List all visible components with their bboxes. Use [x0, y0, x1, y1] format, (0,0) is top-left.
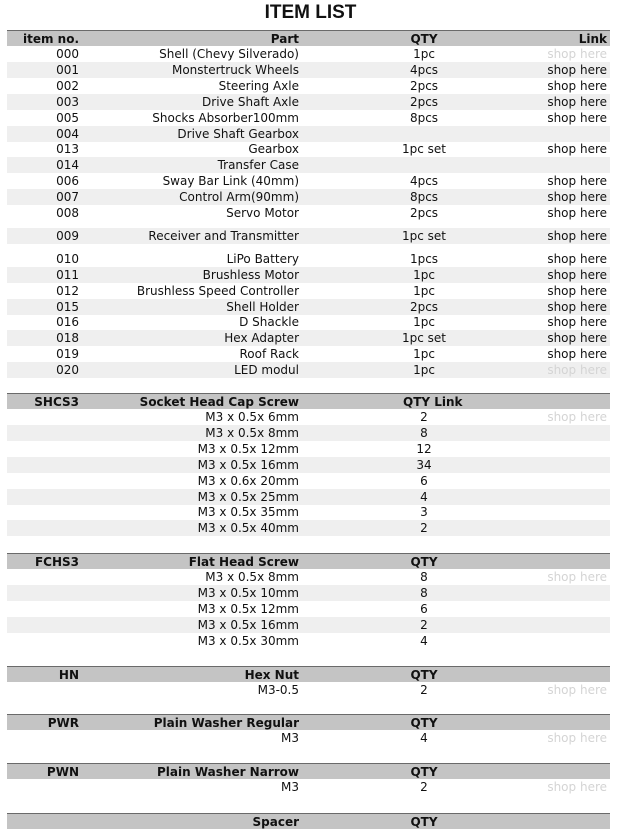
header-qty-link: QTY Link: [403, 395, 463, 409]
quantity: 2: [420, 521, 428, 536]
part-name: Control Arm(90mm): [179, 190, 299, 205]
quantity: 2: [420, 780, 428, 794]
shop-link[interactable]: shop here: [547, 142, 607, 157]
part-name: Hex Adapter: [224, 331, 299, 346]
shop-link[interactable]: shop here: [547, 731, 607, 745]
shop-link[interactable]: shop here: [547, 347, 607, 362]
shop-link[interactable]: shop here: [547, 683, 607, 697]
header-qty: QTY: [410, 555, 438, 569]
table-row: [7, 633, 610, 649]
part-name: Monstertruck Wheels: [171, 62, 299, 77]
section-header: [7, 813, 610, 829]
shop-link[interactable]: shop here: [547, 410, 607, 424]
part-name: LiPo Battery: [226, 251, 299, 266]
header-item-no: SHCS3: [34, 395, 79, 409]
part-name: Steering Axle: [218, 78, 299, 93]
header-part: Hex Nut: [244, 668, 299, 682]
item-number: 020: [56, 363, 79, 378]
section-header: [7, 393, 610, 409]
header-qty: QTY: [410, 765, 438, 779]
table-row: [7, 126, 610, 142]
quantity: 1pc: [413, 47, 435, 61]
part-name: Sway Bar Link (40mm): [162, 174, 299, 189]
shop-link[interactable]: shop here: [547, 190, 607, 205]
header-qty: QTY: [410, 815, 438, 829]
quantity: 2pcs: [409, 94, 439, 109]
part-name: M3 x 0.5x 8mm: [205, 425, 299, 440]
part-name: M3 x 0.5x 6mm: [205, 410, 299, 424]
part-name: Receiver and Transmitter: [148, 228, 299, 243]
item-number: 004: [56, 126, 79, 141]
table-row: [7, 251, 610, 267]
quantity: 2: [420, 617, 428, 632]
item-number: 000: [56, 47, 79, 61]
quantity: 2: [420, 410, 428, 424]
table-row: [7, 504, 610, 520]
header-part: Plain Washer Narrow: [157, 765, 299, 779]
part-name: M3 x 0.5x 16mm: [197, 457, 299, 472]
quantity: 1pc set: [401, 142, 446, 157]
part-name: Brushless Speed Controller: [136, 283, 299, 298]
part-name: M3 x 0.5x 30mm: [197, 633, 299, 648]
table-row: [7, 520, 610, 536]
part-name: M3-0.5: [257, 683, 299, 697]
header-item-no: HN: [58, 668, 79, 682]
quantity: 8: [420, 425, 428, 440]
part-name: Transfer Case: [217, 158, 299, 173]
page-title: ITEM LIST: [264, 2, 357, 23]
shop-link[interactable]: shop here: [547, 110, 607, 125]
shop-link[interactable]: shop here: [547, 251, 607, 266]
section-header: [7, 666, 610, 682]
part-name: D Shackle: [239, 315, 299, 330]
quantity: 1pc: [413, 283, 435, 298]
table-row: [7, 489, 610, 505]
part-name: M3 x 0.5x 12mm: [197, 601, 299, 616]
header-part: Part: [270, 32, 299, 46]
part-name: Drive Shaft Gearbox: [177, 126, 299, 141]
item-number: 014: [56, 158, 79, 173]
quantity: 1pc: [413, 315, 435, 330]
table-row: [7, 299, 610, 315]
part-name: Shell Holder: [226, 299, 299, 314]
table-row: [7, 228, 610, 244]
part-name: M3 x 0.5x 8mm: [205, 570, 299, 584]
item-number: 010: [56, 251, 79, 266]
quantity: 8: [420, 570, 428, 584]
part-name: Shocks Absorber100mm: [152, 110, 299, 125]
table-row: [7, 585, 610, 601]
quantity: 1pcs: [409, 251, 439, 266]
shop-link[interactable]: shop here: [547, 331, 607, 346]
quantity: 4: [420, 489, 428, 504]
table-row: [7, 141, 610, 157]
part-name: M3 x 0.5x 40mm: [197, 521, 299, 536]
table-row: [7, 617, 610, 633]
part-name: Gearbox: [248, 142, 299, 157]
shop-link[interactable]: shop here: [547, 228, 607, 243]
quantity: 8pcs: [409, 190, 439, 205]
table-row: [7, 157, 610, 173]
table-row: [7, 601, 610, 617]
quantity: 1pc: [413, 363, 435, 378]
table-row: [7, 346, 610, 362]
item-number: 008: [56, 206, 79, 220]
shop-link[interactable]: shop here: [547, 94, 607, 109]
table-row: [7, 283, 610, 299]
shop-link[interactable]: shop here: [547, 780, 607, 794]
table-row: [7, 267, 610, 283]
header-item-no: item no.: [22, 32, 79, 46]
table-row: [7, 205, 610, 221]
header-item-no: FCHS3: [34, 555, 79, 569]
item-number: 005: [56, 110, 79, 125]
shop-link[interactable]: shop here: [547, 267, 607, 282]
part-name: LED modul: [234, 363, 299, 378]
header-qty: QTY: [410, 32, 438, 46]
item-number: 015: [56, 299, 79, 314]
shop-link[interactable]: shop here: [547, 315, 607, 330]
item-number: 003: [56, 94, 79, 109]
item-number: 013: [56, 142, 79, 157]
item-number: 002: [56, 78, 79, 93]
table-row: [7, 682, 610, 698]
item-number: 019: [56, 347, 79, 362]
part-name: M3: [281, 731, 299, 745]
part-name: Shell (Chevy Silverado): [159, 47, 299, 61]
shop-link[interactable]: shop here: [547, 299, 607, 314]
quantity: 4pcs: [409, 174, 439, 189]
table-row: [7, 46, 610, 62]
quantity: 2pcs: [409, 299, 439, 314]
section-header: [7, 763, 610, 779]
header-link: Link: [578, 32, 607, 46]
table-row: [7, 425, 610, 441]
header-qty: QTY: [410, 668, 438, 682]
shop-link[interactable]: shop here: [547, 47, 607, 61]
header-part: Flat Head Screw: [188, 555, 299, 569]
table-row: [7, 779, 610, 795]
part-name: M3 x 0.5x 25mm: [197, 489, 299, 504]
table-row: [7, 173, 610, 189]
quantity: 4: [420, 633, 428, 648]
quantity: 12: [416, 441, 432, 456]
part-name: M3 x 0.6x 20mm: [197, 473, 299, 488]
table-row: [7, 78, 610, 94]
quantity: 34: [416, 457, 432, 472]
part-name: Servo Motor: [226, 206, 299, 220]
quantity: 3: [420, 505, 428, 520]
table-row: [7, 330, 610, 346]
header-part: Plain Washer Regular: [153, 716, 299, 730]
table-row: [7, 314, 610, 330]
header-item-no: PWR: [47, 716, 79, 730]
item-number: 001: [56, 62, 79, 77]
shop-link[interactable]: shop here: [547, 78, 607, 93]
section-header: [7, 553, 610, 569]
header-qty: QTY: [410, 716, 438, 730]
quantity: 6: [420, 473, 428, 488]
part-name: M3 x 0.5x 10mm: [197, 585, 299, 600]
quantity: 4: [420, 731, 428, 745]
table-row: [7, 457, 610, 473]
section-header: [7, 30, 610, 46]
header-part: Spacer: [252, 815, 299, 829]
table-row: [7, 473, 610, 489]
shop-link[interactable]: shop here: [547, 174, 607, 189]
item-number: 012: [56, 283, 79, 298]
part-name: Roof Rack: [239, 347, 299, 362]
shop-link[interactable]: shop here: [547, 62, 607, 77]
header-part: Socket Head Cap Screw: [139, 395, 299, 409]
part-name: M3 x 0.5x 35mm: [197, 505, 299, 520]
part-name: Drive Shaft Axle: [202, 94, 299, 109]
table-row: [7, 362, 610, 378]
shop-link[interactable]: shop here: [547, 283, 607, 298]
quantity: 1pc set: [401, 331, 446, 346]
quantity: 1pc: [413, 347, 435, 362]
item-number: 018: [56, 331, 79, 346]
quantity: 2pcs: [409, 206, 439, 220]
table-row: [7, 94, 610, 110]
table-row: [7, 110, 610, 126]
table-row: [7, 569, 610, 585]
table-row: [7, 730, 610, 746]
part-name: M3 x 0.5x 12mm: [197, 441, 299, 456]
item-number: 016: [56, 315, 79, 330]
table-row: [7, 62, 610, 78]
shop-link[interactable]: shop here: [547, 570, 607, 584]
item-number: 011: [56, 267, 79, 282]
item-number: 009: [56, 228, 79, 243]
quantity: 4pcs: [409, 62, 439, 77]
part-name: M3 x 0.5x 16mm: [197, 617, 299, 632]
section-header: [7, 714, 610, 730]
quantity: 8pcs: [409, 110, 439, 125]
quantity: 1pc: [413, 267, 435, 282]
shop-link[interactable]: shop here: [547, 363, 607, 378]
table-row: [7, 189, 610, 205]
quantity: 1pc set: [401, 228, 446, 243]
table-row: [7, 409, 610, 425]
quantity: 2pcs: [409, 78, 439, 93]
header-item-no: PWN: [46, 765, 79, 779]
item-number: 006: [56, 174, 79, 189]
table-row: [7, 441, 610, 457]
quantity: 6: [420, 601, 428, 616]
item-number: 007: [56, 190, 79, 205]
quantity: 2: [420, 683, 428, 697]
part-name: Brushless Motor: [202, 267, 299, 282]
part-name: M3: [281, 780, 299, 794]
shop-link[interactable]: shop here: [547, 206, 607, 220]
quantity: 8: [420, 585, 428, 600]
